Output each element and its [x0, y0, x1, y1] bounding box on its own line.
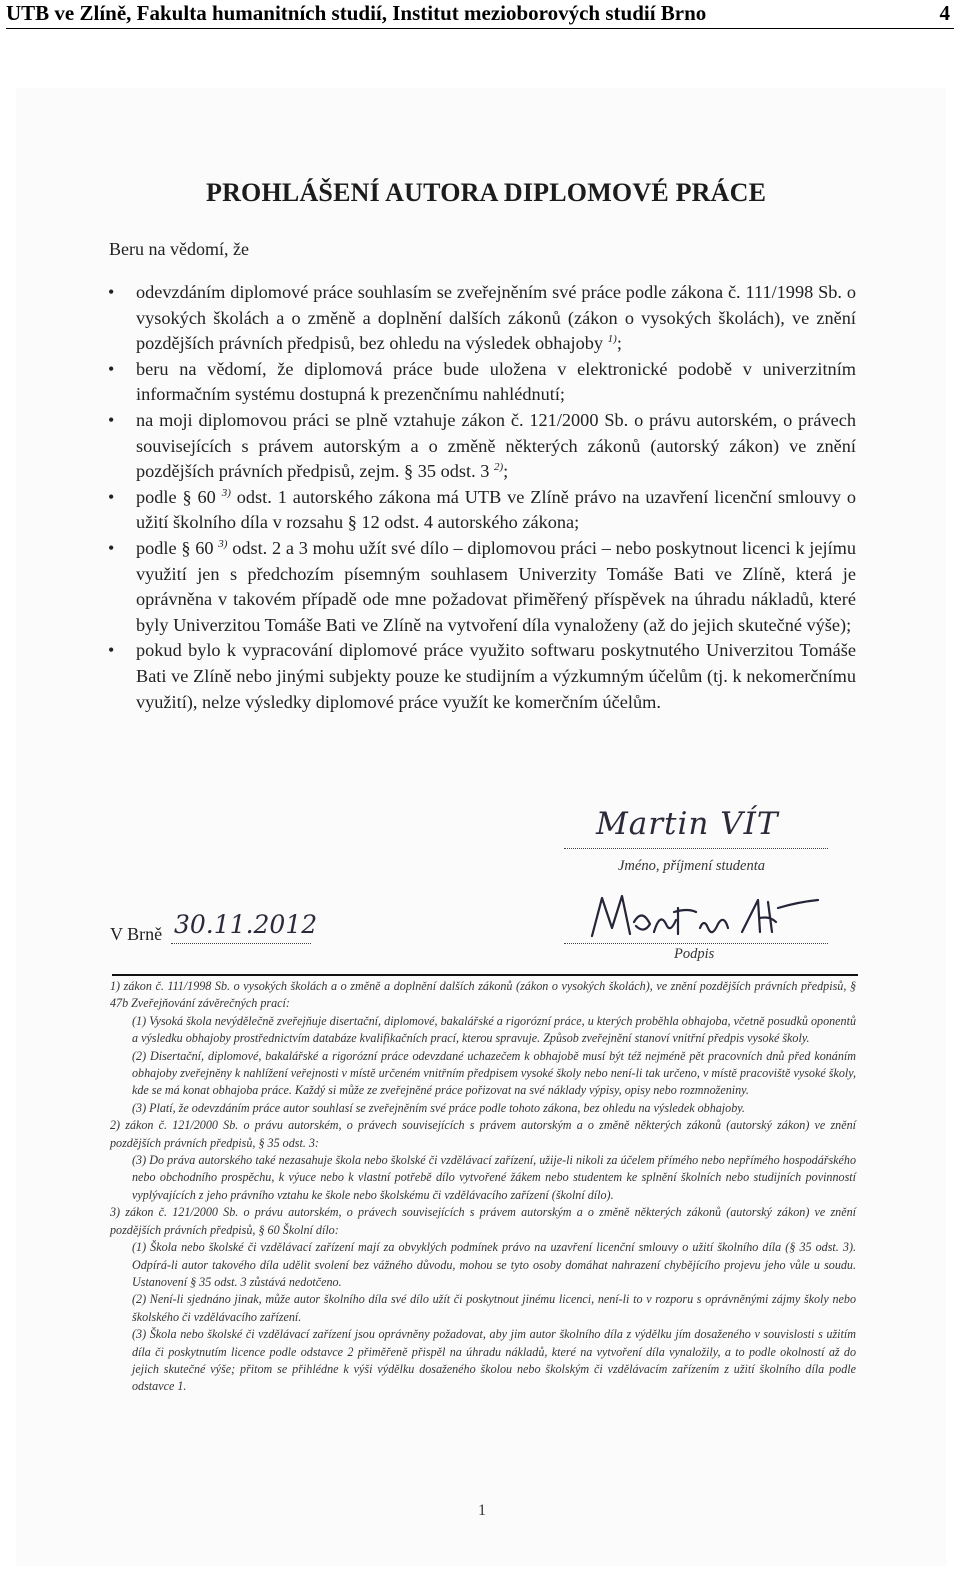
intro-text: Beru na vědomí, že: [109, 239, 249, 259]
declaration-list: [136, 280, 856, 715]
signature-image: [582, 888, 822, 950]
footnote-paragraph: 2) zákon č. 121/2000 Sb. o právu autorském, o právech souvisejících s právem autorským a o změně některých zákonů (autorský zákon) ve znění pozdějších právních předpisů, § 35 odst. 3:: [110, 1118, 856, 1150]
place-label: V Brně: [110, 924, 163, 944]
page-header: [6, 0, 954, 29]
name-caption: Jméno, příjmení studenta: [618, 858, 765, 874]
footnote-paragraph: (2) Disertační, diplomové, bakalářské a rigorózní práce odevzdané uchazečem k obhajobě musí být též nejméně pět pracovních dnů před konáním obhajoby zveřejněny k nahlížení veřejnosti v místě určeném vnitřním předpisem vysoké školy nebo není-li tak určeno, v místě pracoviště vysoké školy, kde se má konat obhajoba práce. Každý si může ze zveřejněné práce pořizovat na své náklady výpisy, opisy nebo rozmnoženiny.: [132, 1048, 856, 1098]
footnote-paragraph: (1) Vysoká škola nevýdělečně zveřejňuje disertační, diplomové, bakalářské a rigorózní práce, u kterých proběhla obhajoba, včetně posudků oponentů a výsledku obhajoby prostřednictvím databáze kvalifikačních prací, kterou spravuje. Způsob zveřejnění stanoví vnitřní předpis vysoké školy.: [132, 1013, 856, 1046]
student-name-handwritten: Martin VÍT: [596, 806, 779, 842]
document-title: PROHLÁŠENÍ AUTORA DIPLOMOVÉ PRÁCE: [206, 178, 767, 207]
footnote-paragraph: (3) Škola nebo školské či vzdělávací zařízení jsou oprávněny požadovat, aby jim autor školního díla z výdělku jím dosaženého v souvislosti s užitím díla či poskytnutím licence podle odstavce 2 přiměřeně přispěl na úhradu nákladů, které na vytvoření díla vynaložily, a to podle okolností až do jejich skutečné výše; přitom se přihlédne k výši výdělku dosaženého školou nebo školským či vzdělávacím zařízením z užití školního díla podle odstavce 1.: [132, 1327, 856, 1394]
footnote-paragraph: (2) Není-li sjednáno jinak, může autor školního díla své dílo užít či poskytnout jinému licenci, není-li to v rozporu s oprávněnými zájmy školy nebo školského či vzdělávacího zařízení.: [132, 1292, 856, 1324]
declaration-item: • odevzdáním diplomové práce souhlasím se zveřejněním své práce podle zákona č. 111/1998 Sb. o vysokých školách a o změně a doplnění dalších zákonů (zákon o vysokých školách), ve znění pozdějších právních předpisů, bez ohledu na výsledek obhajoby $^{1)}$;: [136, 280, 856, 357]
declaration-item: • pokud bylo k vypracování diplomové práce využito softwaru poskytnutého Univerzitou Tomáše Bati ve Zlíně nebo jinými subjekty pouze ke studijním a výzkumným účelům (tj. k nekomerčnímu využití), nelze výsledky diplomové práce využít ke komerčním účelům.: [136, 638, 856, 715]
declaration-item: • podle § 60 $^{3)}$ odst. 1 autorského zákona má UTB ve Zlíně právo na uzavření licenční smlouvy o užití školního díla v rozsahu § 12 odst. 4 autorského zákona;: [136, 485, 856, 536]
footnote-paragraph: (1) Škola nebo školské či vzdělávací zařízení mají za obvyklých podmínek právo na uzavření licenční smlouvy o užití školního díla (§ 35 odst. 3). Odpírá-li autor takového díla udělit svolení bez vážného důvodu, mohou se tyto osoby domáhat nahrazení chybějícího projevu jeho vůle u soudu. Ustanovení § 35 odst. 3 zůstává nedotčeno.: [132, 1240, 856, 1289]
date-dotted-line: [171, 943, 311, 944]
footnote-paragraph: (3) Platí, že odevzdáním práce autor souhlasí se zveřejněním své práce podle tohoto zákona, bez ohledu na výsledek obhajoby.: [132, 1100, 745, 1115]
signature-dotted-line: [564, 943, 828, 944]
footnote-paragraph: 1) zákon č. 111/1998 Sb. o vysokých školách a o změně a doplnění dalších zákonů (zákon o vysokých školách), ve znění pozdějších právních předpisů, § 47b Zveřejňování závěrečných prací:: [110, 979, 856, 1011]
date-handwritten: 30.11.2012: [174, 910, 318, 939]
footnote-ref: 2): [493, 461, 504, 474]
header-title: UTB ve Zlíně, Fakulta humanitních studií, Institut mezioborových studií Brno: [6, 1, 707, 25]
name-dotted-line: [564, 848, 828, 849]
footnote-ref: 3): [221, 486, 231, 499]
footnote-ref: 1): [607, 333, 617, 346]
footnote-paragraph: (3) Do práva autorského také nezasahuje škola nebo školské či vzdělávací zařízení, užije-li nikoli za účelem přímého nebo nepřímého hospodářského nebo obchodního prospěchu, k výuce nebo k vlastní potřebě dílo vytvořené žákem nebo studentem ke splnění školních nebo studijních povinností vyplývajících z jeho právního vztahu ke škole nebo školskému či vzdělávacího zařízení (školní dílo).: [132, 1153, 856, 1202]
declaration-item: • na moji diplomovou práci se plně vztahuje zákon č. 121/2000 Sb. o právu autorském, o právech souvisejících s právem autorským a o změně některých zákonů (autorský zákon) ve znění pozdějších právních předpisů, zejm. § 35 odst. 3 $^{2)}$;: [136, 408, 856, 485]
footnote-ref: 3): [218, 537, 228, 550]
declaration-item: • beru na vědomí, že diplomová práce bude uložena v elektronické podobě v univerzitním informačním systému dostupná k prezenčnímu nahlédnutí;: [136, 357, 856, 408]
declaration-item: • podle § 60 $^{3)}$ odst. 2 a 3 mohu užít své dílo – diplomovou práci – nebo poskytnout licenci k jejímu využití jen s předchozím písemným souhlasem Univerzity Tomáše Bati ve Zlíně, která je oprávněna v takovém případě ode mne požadovat přiměřený příspěvek na úhradu nákladů, které byly Univerzitou Tomáše Bati ve Zlíně na vytvoření díla vynaloženy (až do jejich skutečné výše);: [136, 536, 856, 638]
footnotes: [110, 978, 856, 1396]
signature-caption: Podpis: [674, 946, 715, 962]
footnote-paragraph: 3) zákon č. 121/2000 Sb. o právu autorském, o právech souvisejících s právem autorským a o změně některých zákonů (autorský zákon) ve znění pozdějších právních předpisů, § 60 Školní dílo:: [110, 1205, 856, 1237]
footnote-rule: [112, 974, 858, 976]
header-page-number: 4: [939, 1, 950, 25]
scan-page-number: 1: [478, 1502, 486, 1519]
scanned-declaration: [16, 88, 946, 1566]
